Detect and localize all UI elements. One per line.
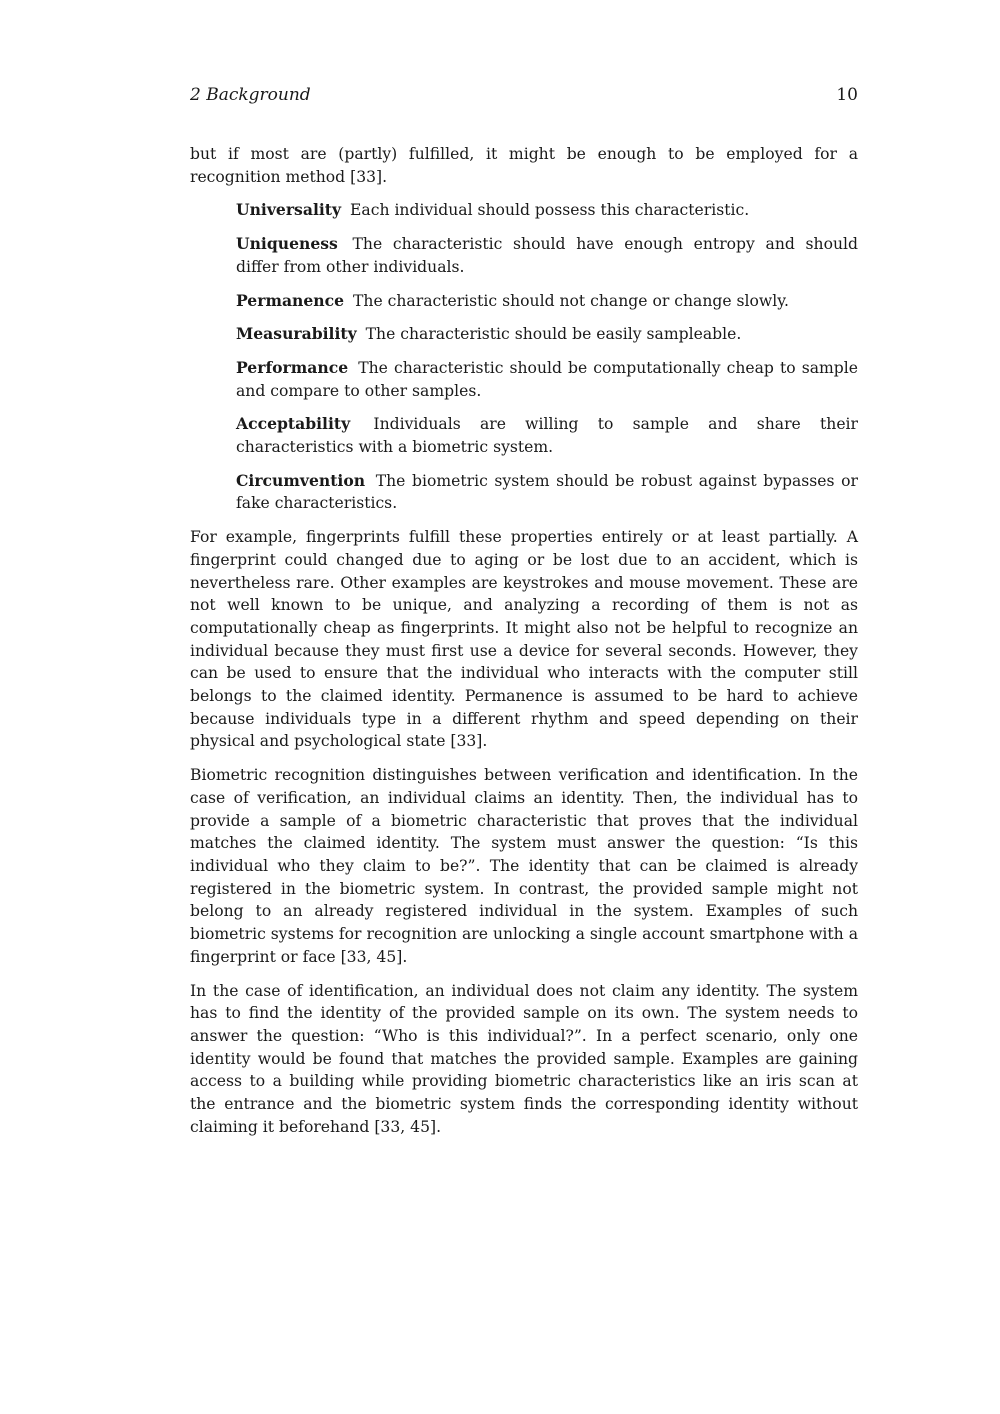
property-item bbox=[236, 290, 858, 313]
property-item bbox=[236, 357, 858, 402]
property-term: Acceptability bbox=[236, 414, 351, 434]
property-description: The characteristic should be easily sampleable. bbox=[365, 325, 742, 344]
property-term: Universality bbox=[236, 200, 342, 220]
property-term: Circumvention bbox=[236, 470, 366, 490]
property-description: The characteristic should be computationally cheap to sample and compare to other samples. bbox=[236, 358, 858, 400]
property-description: The characteristic should not change or change slowly. bbox=[353, 291, 789, 310]
property-item bbox=[236, 413, 858, 458]
page-number: 10 bbox=[836, 85, 858, 105]
property-item bbox=[236, 233, 858, 278]
paragraph-identification: In the case of identification, an individual does not claim any identity. The system has to find the identity of the provided sample on its own. The system needs to answer the question: “Who is this individual?”. In a perfect scenario, only one identity would be found that matches the provided sample. Examples are gaining access to a building while providing biometric characteristics like an iris scan at the entrance and the biometric system finds the corresponding identity without claiming it beforehand [33, 45]. bbox=[190, 981, 858, 1136]
property-description: The biometric system should be robust against bypasses or fake characteristics. bbox=[236, 471, 858, 513]
body-text bbox=[190, 143, 858, 1149]
property-description: Individuals are willing to sample and share their characteristics with a biometric system. bbox=[236, 415, 858, 457]
property-description: The characteristic should have enough entropy and should differ from other individuals. bbox=[236, 235, 858, 276]
property-description: Each individual should possess this characteristic. bbox=[350, 201, 750, 220]
property-list bbox=[190, 199, 858, 515]
section-title: 2 Background bbox=[190, 85, 311, 105]
property-item bbox=[236, 470, 858, 515]
property-term: Uniqueness bbox=[236, 234, 338, 254]
intro-paragraph: but if most are (partly) fulfilled, it might be enough to be employed for a recognition method [33]. bbox=[190, 145, 858, 186]
paragraph-fingerprint-example: For example, fingerprints fulfill these properties entirely or at least partially. A fingerprint could changed due to aging or be lost due to an accident, which is nevertheless rare. Other examples are keystrokes and mouse movement. These are not well known to be unique, and analyzing a recording of them is not as computationally cheap as fingerprints. It might also not be helpful to recognize an individual because they must first use a device for several seconds. However, they can be used to ensure that the individual who interacts with the computer still belongs to the claimed identity. Permanence is assumed to be hard to achieve because individuals type in a different rhythm and speed depending on their physical and psychological state [33]. bbox=[190, 528, 858, 751]
property-term: Permanence bbox=[236, 290, 345, 310]
property-term: Measurability bbox=[236, 324, 357, 344]
property-item bbox=[236, 199, 858, 222]
paragraph-verification: Biometric recognition distinguishes between verification and identification. In the case of verification, an individual claims an identity. Then, the individual has to provide a sample of a biometric characteristic that proves that the individual matches the claimed identity. The system must answer the question: “Is this individual who they claim to be?”. The identity that can be claimed is already registered in the biometric system. In contrast, the provided sample might not belong to an already registered individual in the system. Examples of such biometric systems for recognition are unlocking a single account smartphone with a fingerprint or face [33, 45]. bbox=[190, 766, 858, 966]
property-term: Performance bbox=[236, 357, 349, 377]
property-item bbox=[236, 323, 858, 346]
